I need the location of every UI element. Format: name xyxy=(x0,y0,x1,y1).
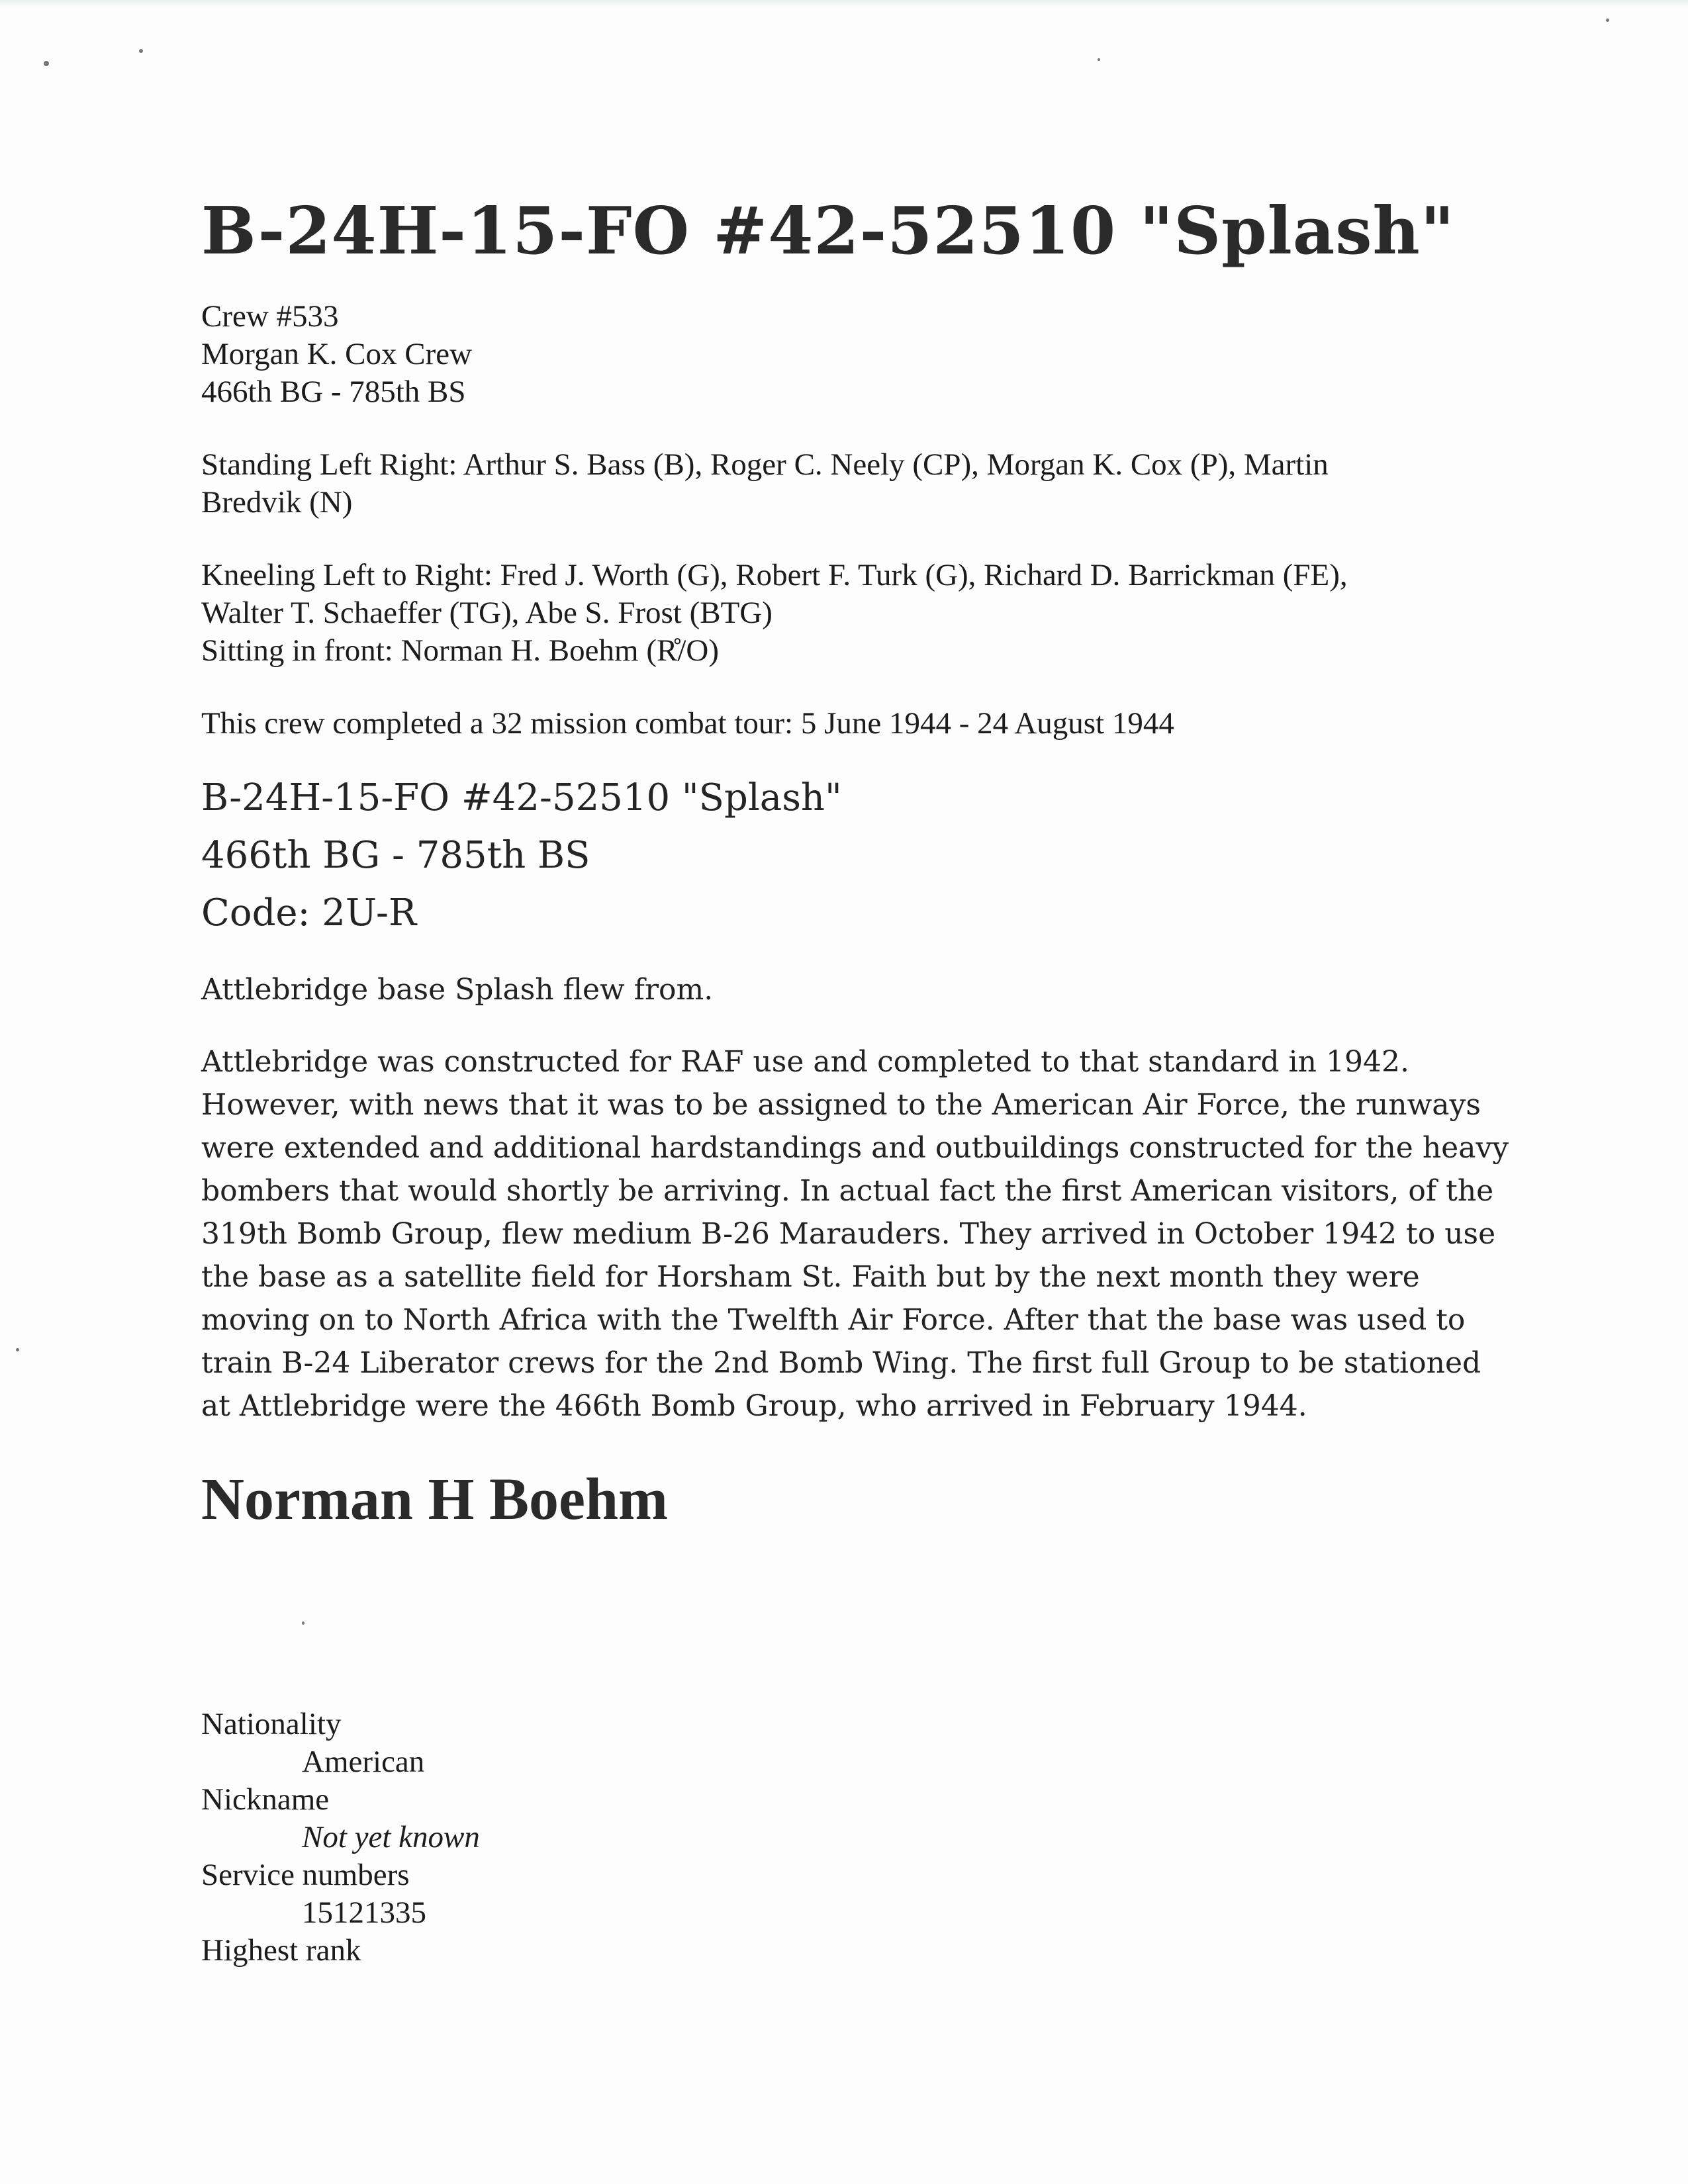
highest-rank-label: Highest rank xyxy=(201,1933,361,1968)
base-intro: Attlebridge base Splash flew from. xyxy=(201,973,714,1007)
scan-speck xyxy=(302,1621,305,1625)
kneeling-line: Kneeling Left to Right: Fred J. Worth (G), Robert F. Turk (G), Richard D. Barrickman (FE), xyxy=(201,558,1348,592)
history-line: at Attlebridge were the 466th Bomb Group, who arrived in February 1944. xyxy=(201,1389,1307,1423)
nationality-value: American xyxy=(302,1745,425,1779)
standing-line: Standing Left Right: Arthur S. Bass (B), Roger C. Neely (CP), Morgan K. Cox (P), Martin xyxy=(201,447,1329,482)
crew-info-block xyxy=(201,298,1525,411)
history-line: Attlebridge was constructed for RAF use and completed to that standard in 1942. xyxy=(201,1045,1409,1079)
document-page xyxy=(201,192,1525,1536)
history-line: bombers that would shortly be arriving. In actual fact the first American visitors, of the xyxy=(201,1174,1494,1208)
base-history xyxy=(201,1040,1512,1428)
person-name-heading: Norman H Boehm xyxy=(201,1467,668,1532)
service-numbers-label: Service numbers xyxy=(201,1858,410,1892)
aircraft-heading xyxy=(201,769,1525,942)
scan-speck xyxy=(1098,58,1100,61)
document-title: B-24H-15-FO #42-52510 "Splash" xyxy=(201,193,1455,269)
history-line: were extended and additional hardstandings and outbuildings constructed for the heavy xyxy=(201,1131,1509,1165)
nickname-value: Not yet known xyxy=(302,1820,480,1854)
history-line: However, with news that it was to be assigned to the American Air Force, the runways xyxy=(201,1088,1481,1122)
nationality-label: Nationality xyxy=(201,1707,342,1741)
kneeling-line: Walter T. Schaeffer (TG), Abe S. Frost (BTG) xyxy=(201,596,773,630)
crew-unit: 466th BG - 785th BS xyxy=(201,375,466,409)
scan-speck xyxy=(139,49,143,53)
history-line: 319th Bomb Group, flew medium B-26 Marauders. They arrived in October 1942 to use xyxy=(201,1217,1496,1251)
sitting-line: Sitting in front: Norman H. Boehm (R̊/O) xyxy=(201,633,719,668)
standing-line: Bredvik (N) xyxy=(201,485,353,520)
scan-top-edge xyxy=(0,0,1688,7)
scan-speck xyxy=(1606,19,1609,22)
standing-roster xyxy=(201,446,1525,522)
aircraft-code: Code: 2U-R xyxy=(201,891,417,934)
scan-speck xyxy=(44,61,49,66)
crew-info xyxy=(201,298,1525,743)
history-line: moving on to North Africa with the Twelfth Air Force. After that the base was used to xyxy=(201,1303,1466,1337)
scan-speck xyxy=(16,1348,19,1351)
history-line: the base as a satellite field for Horsham St. Faith but by the next month they were xyxy=(201,1260,1420,1294)
tour-note: This crew completed a 32 mission combat tour: 5 June 1944 - 24 August 1944 xyxy=(201,706,1174,741)
aircraft-designation: B-24H-15-FO #42-52510 "Splash" xyxy=(201,776,842,819)
crew-number: Crew #533 xyxy=(201,299,339,334)
kneeling-roster xyxy=(201,557,1525,670)
person-facts xyxy=(201,1706,480,1970)
aircraft-unit: 466th BG - 785th BS xyxy=(201,834,590,877)
nickname-label: Nickname xyxy=(201,1782,330,1817)
history-line: train B-24 Liberator crews for the 2nd Bomb Wing. The first full Group to be stationed xyxy=(201,1346,1481,1380)
crew-name: Morgan K. Cox Crew xyxy=(201,337,473,371)
service-numbers-value: 15121335 xyxy=(302,1895,426,1930)
